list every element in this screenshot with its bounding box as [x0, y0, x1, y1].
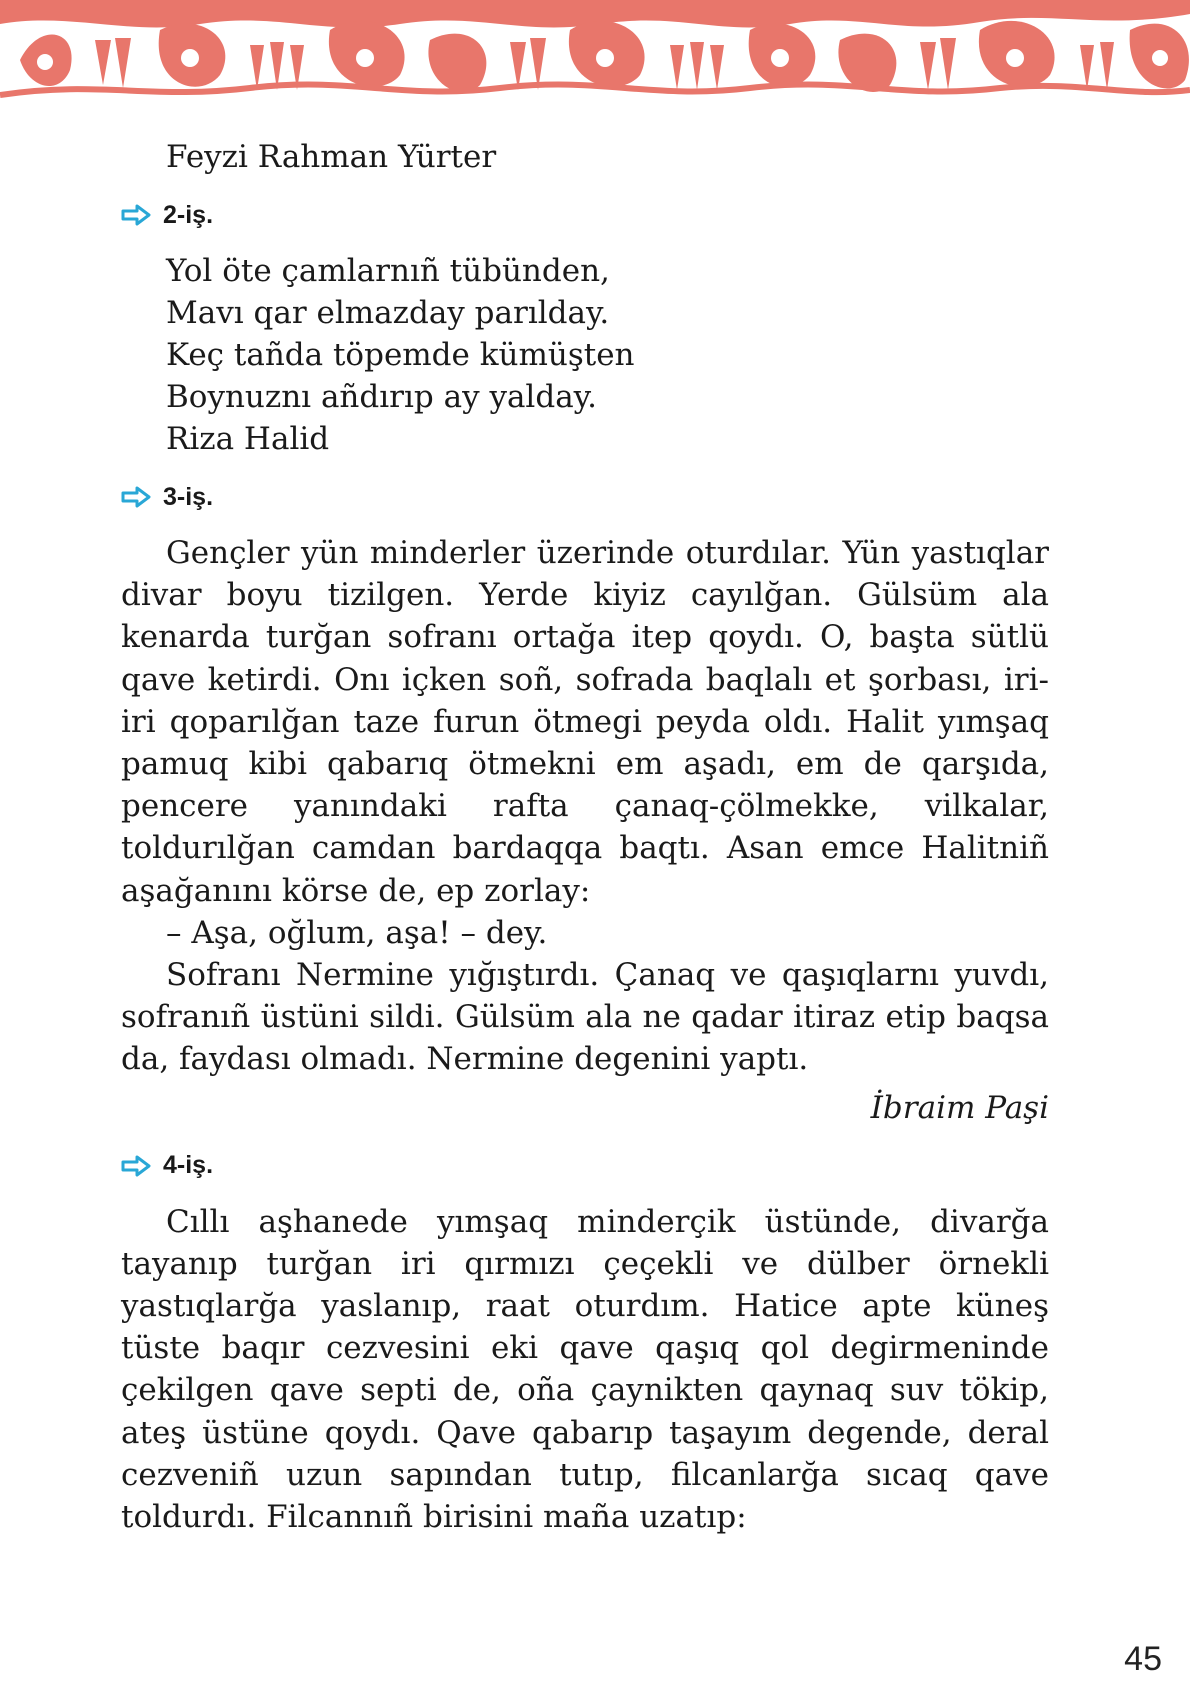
task-4-heading	[121, 1151, 1049, 1181]
floral-ornament-border	[0, 0, 1190, 112]
task-3-heading	[121, 482, 1049, 512]
previous-text-author: Feyzi Rahman Yürter	[166, 139, 497, 175]
page-content	[121, 136, 1049, 1538]
dialogue-line: – Aşa, oğlum, aşa! – dey.	[166, 914, 548, 951]
task-label: 4-iş.	[163, 1151, 214, 1180]
poem-line: Keç tañda töpemde kümüşten	[166, 337, 635, 373]
task-label: 3-iş.	[163, 482, 214, 511]
page-number: 45	[1124, 1640, 1162, 1678]
arrow-right-icon	[121, 204, 151, 226]
paragraph: Sofranı Nermine yığıştırdı. Çanaq ve qaşıqlarnı yuvdı, sofranıñ üstüni sildi. Gülsüm ala ne qadar itiraz etip baqsa da, faydası olmadı. Nermine degenini yaptı.	[121, 957, 1049, 1078]
task-2-heading	[121, 200, 1049, 230]
poem-line: Mavı qar elmazday parılday.	[166, 295, 610, 331]
arrow-right-icon	[121, 1155, 151, 1177]
task-label: 2-iş.	[163, 200, 214, 229]
poem-line: Boynuznı añdırıp ay yalday.	[166, 379, 597, 415]
task-4-text	[121, 1201, 1049, 1539]
task-3-text	[121, 532, 1049, 1081]
text-author: İbraim Paşi	[870, 1089, 1049, 1126]
arrow-right-icon	[121, 486, 151, 508]
task-2-poem	[166, 250, 1049, 460]
paragraph: Gençler yün minderler üzerinde oturdılar. Yün yastıqlar divar boyu tizilgen. Yerde kiyiz cayılğan. Gülsüm ala kenarda turğan sofranı ortağa itep qoydı. O, başta sütlü qave ketirdi. Onı içken soñ, sofrada baqlalı et şorbası, iri-iri qoparılğan taze furun ötmegi peyda oldı. Halit yımşaq pamuq kibi qabarıq ötmekni em aşadı, em de qarşıda, pencere yanındaki rafta çanaq-çölmekke, vilkalar, toldurılğan camdan bardaqqa baqtı. Asan emce Halitniñ aşağanını körse de, ep zorlay:	[121, 535, 1049, 909]
poem-line: Yol öte çamlarnıñ tübünden,	[166, 253, 610, 289]
poem-author: Riza Halid	[166, 421, 330, 457]
paragraph: Cıllı aşhanede yımşaq minderçik üstünde, divarğa tayanıp turğan iri qırmızı çeçekli ve dülber örnekli yastıqlarğa yaslanıp, raat oturdım. Hatice apte küneş tüste baqır cezvesini eki qave qaşıq qol degirmeninde çekilgen qave septi de, oña çaynikten qaynaq suv tökip, ateş üstüne qoydı. Qave qabarıp taşayım degende, deral cezveniñ uzun sapından tutıp, filcanlarğa sıcaq qave toldurdı. Filcannıñ birisini maña uzatıp:	[121, 1203, 1049, 1536]
